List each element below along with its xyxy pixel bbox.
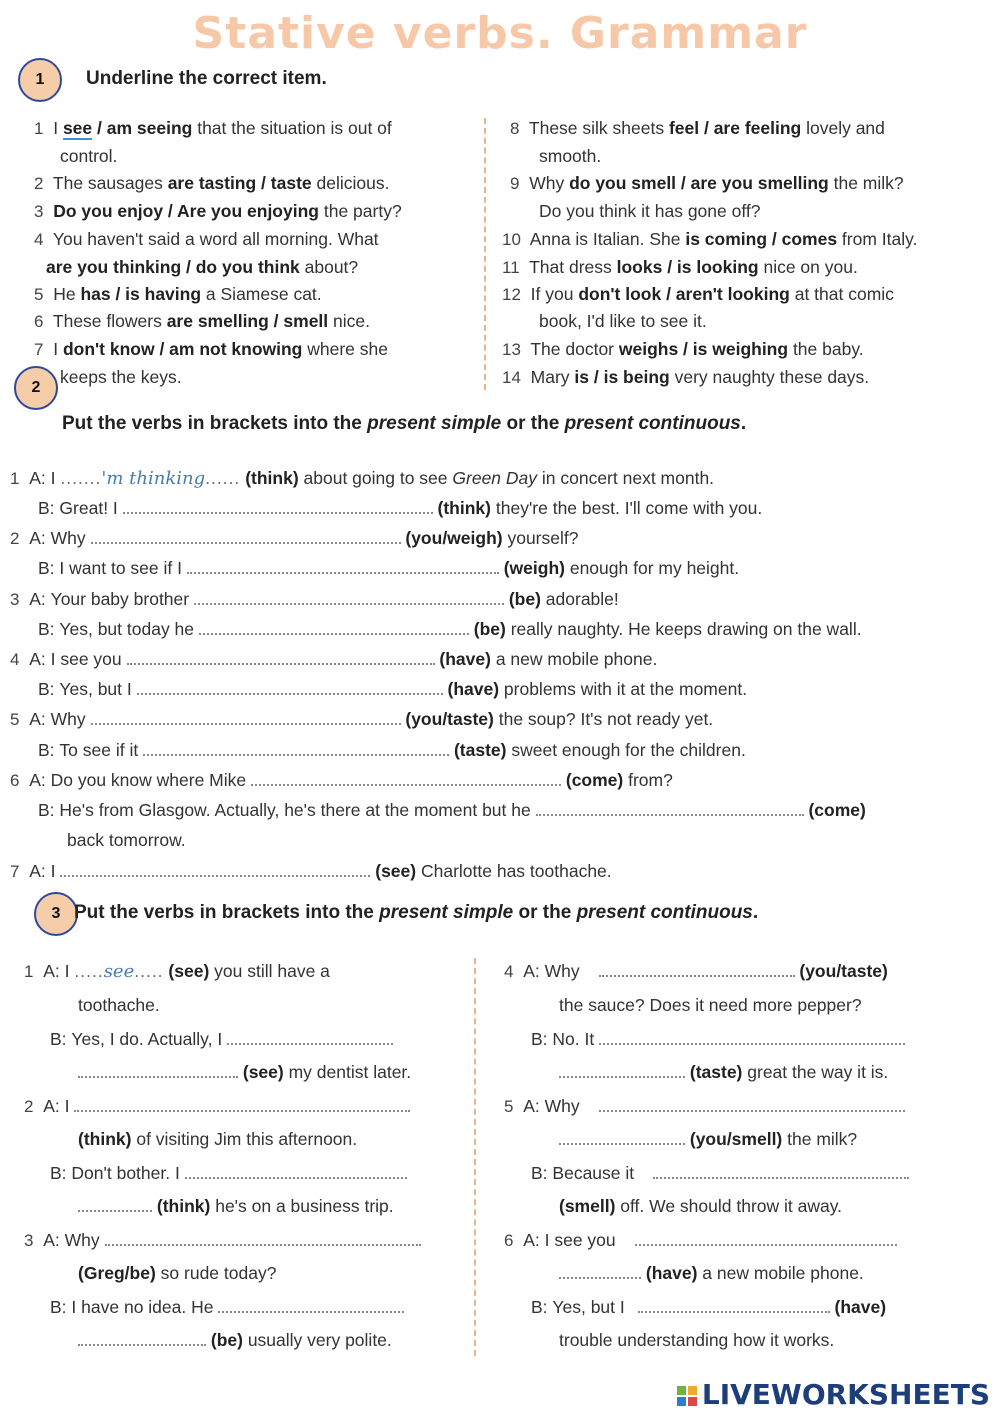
ex2-line-6b: B: He's from Glasgow. Actually, he's there at the moment but he (come) — [38, 800, 866, 820]
answer-gap[interactable] — [599, 1029, 905, 1045]
ex1-item-3-options[interactable]: Do you enjoy / Are you enjoying — [53, 201, 319, 221]
answer-gap[interactable] — [185, 1163, 407, 1179]
ex1-item-14-options[interactable]: is / is being — [574, 367, 670, 387]
ex3-l-3d: (be) usually very polite. — [78, 1330, 392, 1351]
answer-gap[interactable] — [251, 770, 561, 786]
exercise-2-heading: Put the verbs in brackets into the present simple or the present continuous. — [62, 413, 747, 434]
column-divider — [484, 118, 486, 390]
ex2-line-6a: 6 A: Do you know where Mike (come) from? — [10, 770, 673, 790]
answer-gap[interactable] — [194, 589, 504, 605]
answer-gap[interactable] — [137, 679, 443, 695]
ex1-item-2: 2 The sausages are tasting / taste delicious. — [34, 173, 390, 193]
ex2-line-1a: 1 A: I .......'m thinking...... (think) about going to see Green Day in concert next month. — [10, 468, 715, 489]
exercise-1-badge: 1 — [18, 58, 62, 102]
ex3-l-3b: (Greg/be) so rude today? — [78, 1263, 277, 1283]
ex1-item-11-options[interactable]: looks / is looking — [616, 257, 759, 277]
ex1-item-5: 5 He has / is having a Siamese cat. — [34, 284, 322, 304]
ex2-line-7a: 7 A: I (see) Charlotte has toothache. — [10, 861, 612, 881]
answer-gap[interactable] — [599, 961, 795, 977]
ex1-item-12-cont: book, I'd like to see it. — [539, 311, 707, 331]
answer-gap[interactable] — [143, 740, 449, 756]
ex2-line-5b: B: To see if it (taste) sweet enough for the children. — [38, 740, 746, 760]
answer-gap[interactable] — [653, 1163, 909, 1179]
answer-gap[interactable] — [635, 1230, 897, 1246]
ex1-item-9-options[interactable]: do you smell / are you smelling — [569, 173, 829, 193]
ex3-r-4b: the sauce? Does it need more pepper? — [559, 995, 862, 1015]
ex1-item-13: 13 The doctor weighs / is weighing the baby. — [502, 339, 864, 359]
ex3-l-2c: B: Don't bother. I — [50, 1163, 407, 1184]
ex3-r-6c: B: Yes, but I (have) — [531, 1297, 887, 1317]
exercise-3-badge: 3 — [34, 892, 78, 936]
exercise-2-badge: 2 — [14, 366, 58, 410]
ex3-r-4c: B: No. It — [531, 1029, 905, 1050]
ex1-item-9-cont: Do you think it has gone off? — [539, 201, 761, 221]
ex2-line-4b: B: Yes, but I (have) problems with it at the moment. — [38, 679, 748, 699]
ex2-line-4a: 4 A: I see you (have) a new mobile phone. — [10, 649, 658, 669]
ex1-item-9: 9 Why do you smell / are you smelling the milk? — [510, 173, 904, 193]
exercise-3-heading: Put the verbs in brackets into the present simple or the present continuous. — [74, 902, 759, 923]
ex3-r-6d: trouble understanding how it works. — [559, 1330, 835, 1350]
ex3-l-1d: (see) my dentist later. — [78, 1062, 411, 1083]
ex3-l-1a: 1 A: I .....see..... (see) you still have a — [24, 961, 330, 982]
answer-gap[interactable] — [78, 1196, 152, 1212]
ex1-item-10-options[interactable]: is coming / comes — [685, 229, 838, 249]
ex2-line-3a: 3 A: Your baby brother (be) adorable! — [10, 589, 619, 609]
ex1-item-12-options[interactable]: don't look / aren't looking — [578, 284, 790, 304]
ex1-item-6: 6 These flowers are smelling / smell nice. — [34, 311, 370, 331]
answer-gap[interactable] — [78, 1062, 238, 1078]
answer-gap[interactable] — [559, 1263, 641, 1279]
answer-gap[interactable] — [199, 619, 469, 635]
answer-gap[interactable] — [227, 1029, 393, 1045]
ex1-item-4-cont: are you thinking / do you think about? — [46, 257, 359, 277]
ex2-line-2b: B: I want to see if I (weigh) enough for my height. — [38, 558, 740, 578]
ex1-item-1: 1 I see / am seeing that the situation is out of — [34, 118, 392, 138]
ex3-l-2d: (think) he's on a business trip. — [78, 1196, 394, 1217]
liveworksheets-logo-icon — [676, 1385, 698, 1407]
ex1-item-13-options[interactable]: weighs / is weighing — [618, 339, 789, 359]
ex2-line-6c: back tomorrow. — [67, 830, 186, 850]
ex3-r-5b: (you/smell) the milk? — [559, 1129, 857, 1150]
ex3-example-answer: see — [103, 961, 135, 982]
ex3-r-6a: 6 A: I see you — [504, 1230, 897, 1251]
ex3-r-6b: (have) a new mobile phone. — [559, 1263, 864, 1284]
ex1-item-2-options[interactable]: are tasting / taste — [167, 173, 312, 193]
ex1-item-7-cont: keeps the keys. — [60, 367, 182, 387]
ex1-item-10: 10 Anna is Italian. She is coming / comes from Italy. — [502, 229, 918, 249]
answer-gap[interactable] — [559, 1062, 685, 1078]
ex3-l-1c: B: Yes, I do. Actually, I — [50, 1029, 393, 1050]
answer-gap[interactable] — [559, 1129, 685, 1145]
ex2-example-answer: 'm thinking — [101, 468, 206, 489]
ex1-item-1-option-1[interactable]: see — [62, 118, 93, 138]
answer-gap[interactable] — [638, 1297, 830, 1313]
ex1-item-12: 12 If you don't look / aren't looking at that comic — [502, 284, 894, 304]
ex3-l-1b: toothache. — [78, 995, 160, 1015]
ex1-item-8-cont: smooth. — [539, 146, 602, 166]
ex2-line-5a: 5 A: Why (you/taste) the soup? It's not ready yet. — [10, 709, 714, 729]
column-divider — [474, 958, 476, 1356]
answer-gap[interactable] — [105, 1230, 421, 1246]
ex3-l-3a: 3 A: Why — [24, 1230, 421, 1251]
answer-gap[interactable] — [187, 558, 499, 574]
answer-gap[interactable] — [599, 1096, 905, 1112]
answer-gap[interactable] — [91, 528, 401, 544]
ex2-line-3b: B: Yes, but today he (be) really naughty. He keeps drawing on the wall. — [38, 619, 862, 639]
ex1-item-1-option-2[interactable]: am seeing — [106, 118, 193, 138]
ex3-l-3c: B: I have no idea. He — [50, 1297, 404, 1318]
ex3-r-4d: (taste) great the way it is. — [559, 1062, 888, 1083]
ex3-l-2a: 2 A: I — [24, 1096, 410, 1117]
answer-gap[interactable] — [91, 709, 401, 725]
logo-text: LIVEWORKSHEETS — [701, 1378, 990, 1411]
ex1-item-8-options[interactable]: feel / are feeling — [668, 118, 802, 138]
answer-gap[interactable] — [74, 1096, 410, 1112]
ex3-r-5a: 5 A: Why — [504, 1096, 905, 1117]
ex2-line-1b: B: Great! I (think) they're the best. I'll come with you. — [38, 498, 763, 518]
page-title: Stative verbs. Grammar — [192, 8, 808, 59]
ex1-item-14: 14 Mary is / is being very naughty these days. — [502, 367, 870, 387]
ex1-item-5-options[interactable]: has / is having — [80, 284, 202, 304]
ex3-r-5c: B: Because it — [531, 1163, 909, 1184]
answer-gap[interactable] — [127, 649, 435, 665]
ex1-item-4: 4 You haven't said a word all morning. What — [34, 229, 379, 249]
liveworksheets-logo[interactable] — [676, 1378, 990, 1411]
ex2-line-2a: 2 A: Why (you/weigh) yourself? — [10, 528, 579, 548]
answer-gap[interactable] — [123, 498, 433, 514]
exercise-1-heading: Underline the correct item. — [86, 68, 327, 89]
ex3-r-4a: 4 A: Why (you/taste) — [504, 961, 888, 981]
answer-gap[interactable] — [218, 1297, 404, 1313]
ex1-item-4-options[interactable]: are you thinking / do you think — [46, 257, 300, 277]
ex3-l-2b: (think) of visiting Jim this afternoon. — [78, 1129, 358, 1149]
answer-gap[interactable] — [536, 800, 804, 816]
ex1-item-7-options[interactable]: don't know / am not knowing — [62, 339, 303, 359]
ex1-item-6-options[interactable]: are smelling / smell — [166, 311, 329, 331]
ex3-r-5d: (smell) off. We should throw it away. — [559, 1196, 843, 1216]
ex1-item-3: 3 Do you enjoy / Are you enjoying the party? — [34, 201, 402, 221]
ex1-item-8: 8 These silk sheets feel / are feeling lovely and — [510, 118, 885, 138]
answer-gap[interactable] — [60, 861, 370, 877]
ex1-item-1-cont: control. — [60, 146, 118, 166]
ex1-item-7: 7 I don't know / am not knowing where she — [34, 339, 388, 359]
ex1-item-11: 11 That dress looks / is looking nice on you. — [502, 257, 858, 277]
answer-gap[interactable] — [78, 1330, 206, 1346]
